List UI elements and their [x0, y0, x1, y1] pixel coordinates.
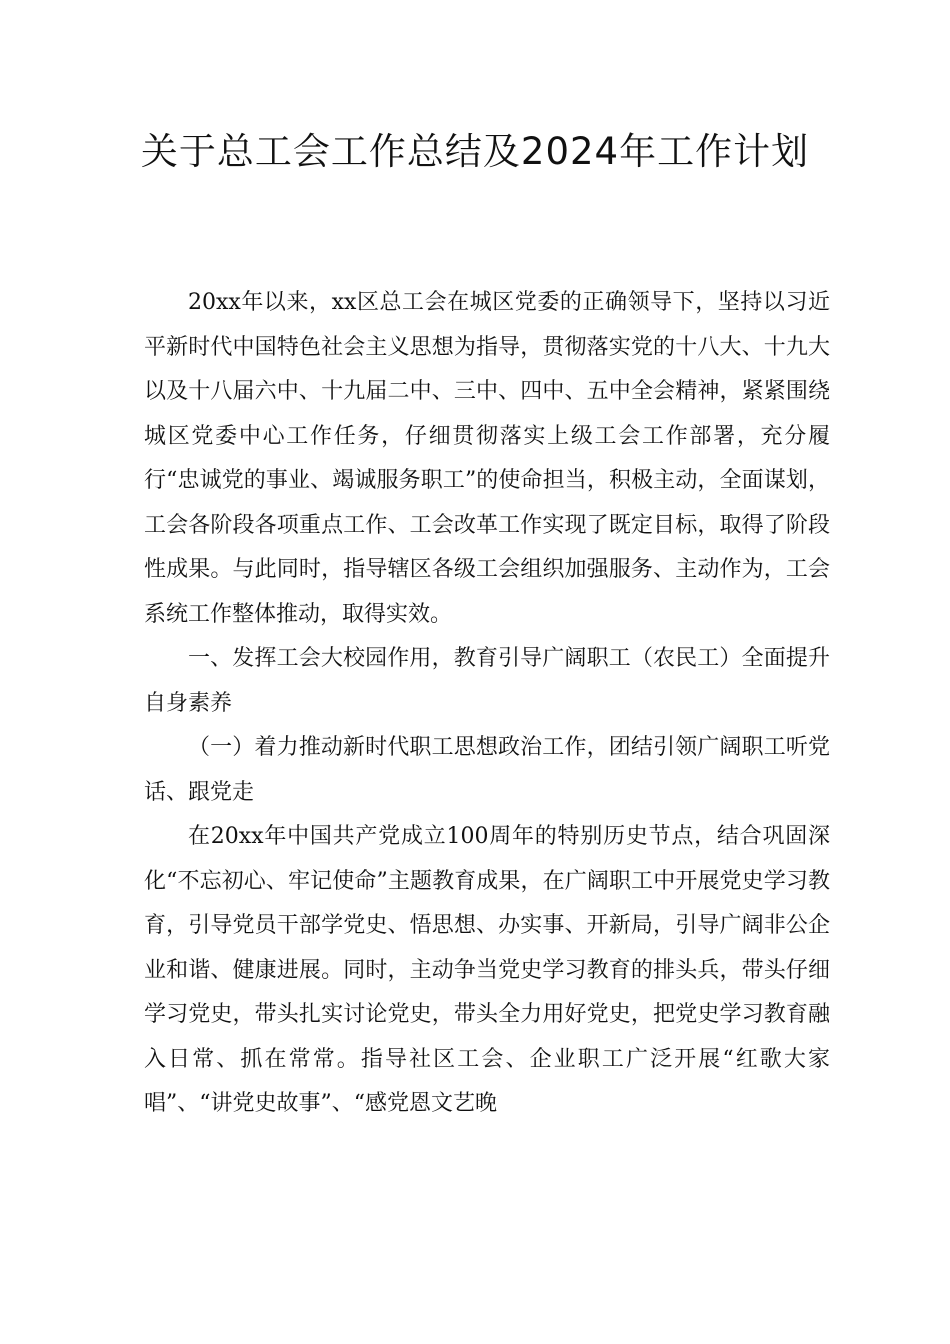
paragraph-intro: 20xx年以来，xx区总工会在城区党委的正确领导下，坚持以习近平新时代中国特色社会主义思想为指导，贯彻落实党的十八大、十九大以及十八届六中、十九届二中、三中、四中、五中全会精神，紧紧围绕城区党委中心工作任务，仔细贯彻落实上级工会工作部署，充分履行“忠诚党的事业、竭诚服务职工”的使命担当，积极主动，全面谋划，工会各阶段各项重点工作、工会改革工作实现了既定目标，取得了阶段性成果。与此同时，指导辖区各级工会组织加强服务、主动作为，工会系统工作整体推动，取得实效。 — [144, 290, 830, 627]
document-body — [144, 281, 830, 1127]
document-title: 关于总工会工作总结及2024年工作计划 — [140, 130, 810, 173]
section-heading-1: 一、发挥工会大校园作用，教育引导广阔职工（农民工）全面提升自身素养 — [144, 646, 830, 716]
paragraph-subsection-1-1: 在20xx年中国共产党成立100周年的特别历史节点，结合巩固深化“不忘初心、牢记使命”主题教育成果，在广阔职工中开展党史学习教育，引导党员干部学党史、悟思想、办实事、开新局，引导广阔非公企业和谐、健康进展。同时，主动争当党史学习教育的排头兵，带头仔细学习党史，带头扎实讨论党史，带头全力用好党史，把党史学习教育融入日常、抓在常常。指导社区工会、企业职工广泛开展“红歌大家唱”、“讲党史故事”、“感党恩文艺晚 — [144, 824, 830, 1116]
subsection-heading-1-1: （一）着力推动新时代职工思想政治工作，团结引领广阔职工听党话、跟党走 — [144, 735, 830, 805]
